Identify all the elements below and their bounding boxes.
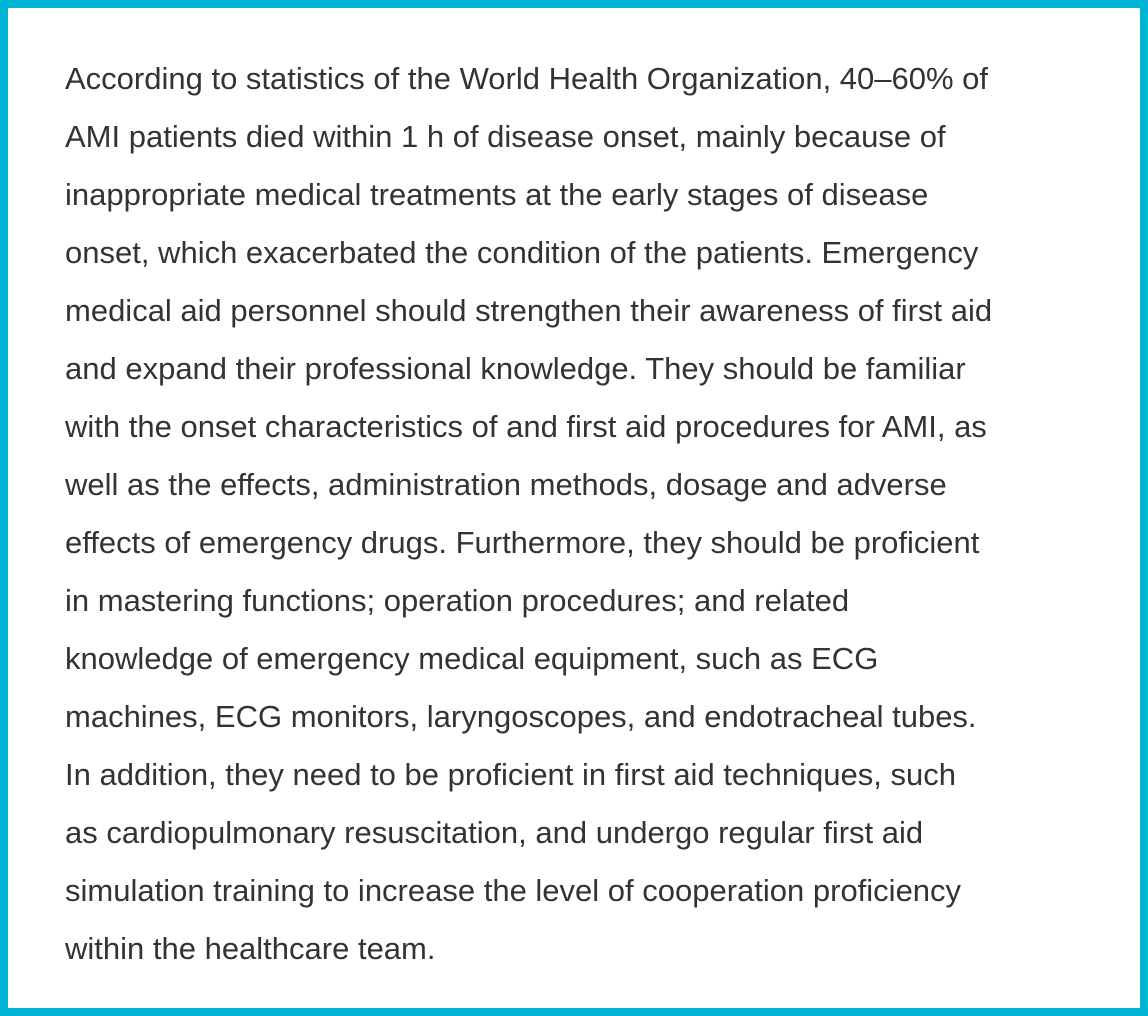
paragraph-line: According to statistics of the World Health Organization, 40–60% of: [65, 61, 989, 96]
paragraph-line: knowledge of emergency medical equipment, such as ECG: [65, 641, 879, 676]
paragraph-line: machines, ECG monitors, laryngoscopes, and endotracheal tubes.: [65, 699, 977, 734]
paragraph-line: In addition, they need to be proficient in first aid techniques, such: [65, 757, 956, 792]
paragraph-line: AMI patients died within 1 h of disease onset, mainly because of: [65, 119, 946, 154]
paragraph-line: medical aid personnel should strengthen their awareness of first aid: [65, 293, 993, 328]
paragraph-line: with the onset characteristics of and first aid procedures for AMI, as: [65, 409, 987, 444]
paragraph-line: in mastering functions; operation procedures; and related: [65, 583, 850, 618]
paragraph-line: simulation training to increase the level of cooperation proficiency: [65, 873, 962, 908]
paragraph-line: as cardiopulmonary resuscitation, and undergo regular first aid: [65, 815, 924, 850]
paragraph-line: effects of emergency drugs. Furthermore, they should be proficient: [65, 525, 980, 560]
paragraph-line: onset, which exacerbated the condition of the patients. Emergency: [65, 235, 979, 270]
paragraph-line: and expand their professional knowledge. They should be familiar: [65, 351, 966, 386]
paragraph-line: inappropriate medical treatments at the early stages of disease: [65, 177, 929, 212]
body-paragraph: [65, 50, 992, 978]
paragraph-line: well as the effects, administration methods, dosage and adverse: [65, 467, 947, 502]
paragraph-line: within the healthcare team.: [65, 931, 436, 966]
